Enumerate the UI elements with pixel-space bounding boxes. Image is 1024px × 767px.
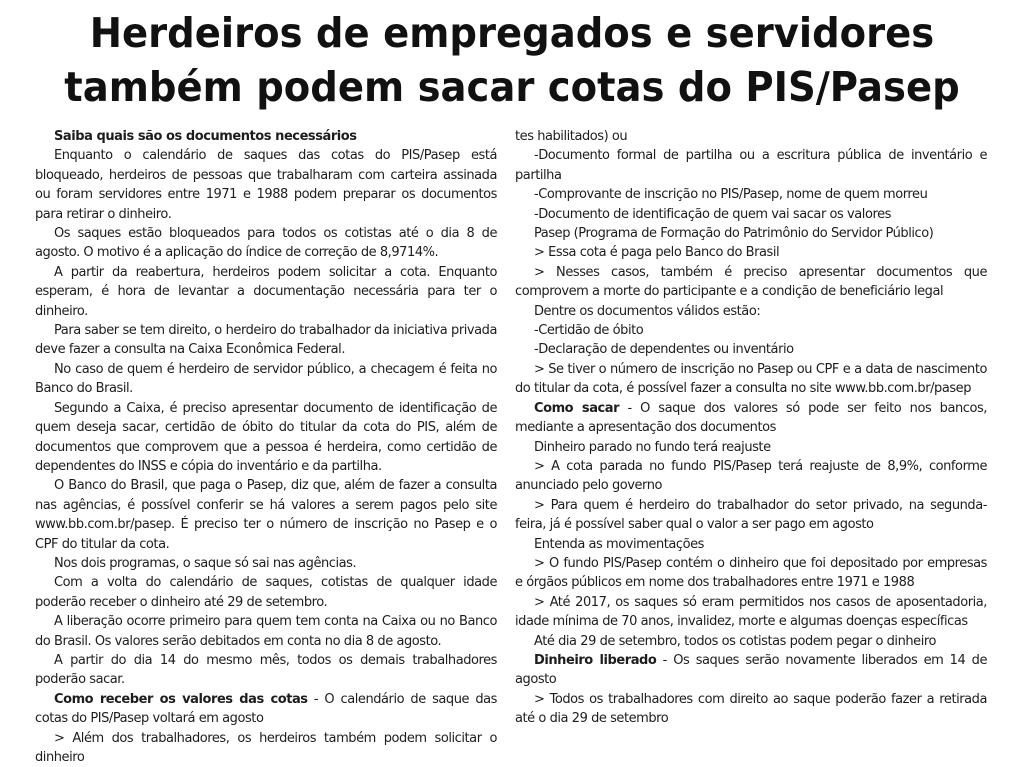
headline bbox=[31, 6, 994, 114]
article-paragraph bbox=[35, 573, 497, 612]
article-paragraph bbox=[515, 321, 987, 340]
paragraph-text: - O calendário de saque das cotas do PIS/Pasep voltará em agosto bbox=[35, 691, 497, 727]
article-paragraph bbox=[515, 340, 987, 359]
paragraph-text: tes habilitados) ou bbox=[515, 129, 628, 144]
paragraph-text: A liberação ocorre primeiro para quem tem conta na Caixa ou no Banco do Brasil. Os valores serão debitados em conta no dia 8 de agosto. bbox=[35, 614, 497, 649]
article-paragraph bbox=[515, 593, 987, 632]
article-paragraph bbox=[515, 690, 987, 729]
article-paragraph bbox=[35, 127, 497, 146]
article-paragraph bbox=[35, 360, 497, 399]
article-paragraph bbox=[35, 554, 497, 573]
article-paragraph bbox=[35, 476, 497, 554]
paragraph-text: Entenda as movimentações bbox=[534, 536, 704, 552]
paragraph-text: > Nesses casos, também é preciso apresentar documentos que comprovem a morte do participante e a condição de beneficiário legal bbox=[515, 264, 987, 300]
article-left-column bbox=[35, 127, 497, 767]
paragraph-lead-heading: Dinheiro liberado bbox=[534, 652, 657, 668]
paragraph-text: > Para quem é herdeiro do trabalhador do setor privado, na segunda-feira, já é possível saber qual o valor a ser pago em agosto bbox=[515, 497, 987, 533]
article-paragraph bbox=[515, 554, 987, 593]
paragraph-text: > Além dos trabalhadores, os herdeiros também podem solicitar o dinheiro bbox=[35, 730, 497, 765]
headline-line-1: Herdeiros de empregados e servidores bbox=[89, 9, 935, 57]
article-paragraph bbox=[515, 360, 987, 399]
article-paragraph bbox=[35, 612, 497, 651]
article-paragraph bbox=[515, 185, 987, 204]
paragraph-text: Segundo a Caixa, é preciso apresentar documento de identificação de quem deseja sacar, certidão de óbito do titular da cota do PIS, além de documentos que comprovem que a pessoa é herdeira, como certidão de dependentes do INSS e cópia do inventário e da partilha. bbox=[35, 400, 497, 474]
article-paragraph bbox=[35, 690, 497, 729]
article-right-column bbox=[515, 127, 987, 729]
paragraph-text: -Declaração de dependentes ou inventário bbox=[534, 342, 794, 358]
article-paragraph bbox=[515, 302, 987, 321]
headline-line-2: também podem sacar cotas do PIS/Pasep bbox=[64, 63, 960, 111]
paragraph-text: - Os saques serão novamente liberados em 14 de agosto bbox=[515, 652, 988, 688]
article-paragraph bbox=[515, 146, 987, 185]
article-paragraph bbox=[515, 224, 987, 243]
paragraph-lead-heading: Saiba quais são os documentos necessários bbox=[54, 129, 357, 144]
paragraph-text: > Essa cota é paga pelo Banco do Brasil bbox=[534, 245, 780, 261]
paragraph-text: Os saques estão bloqueados para todos os cotistas até o dia 8 de agosto. O motivo é a aplicação do índice de correção de 8,9714%. bbox=[35, 226, 497, 261]
article-paragraph bbox=[515, 651, 987, 690]
article-paragraph bbox=[515, 535, 987, 554]
article-paragraph bbox=[35, 651, 497, 690]
paragraph-text: - O saque dos valores só pode ser feito nos bancos, mediante a apresentação dos documentos bbox=[515, 400, 987, 436]
paragraph-text: No caso de quem é herdeiro de servidor público, a checagem é feita no Banco do Brasil. bbox=[35, 361, 497, 397]
paragraph-text: Pasep (Programa de Formação do Patrimônio do Servidor Público) bbox=[534, 226, 934, 242]
paragraph-text: > O fundo PIS/Pasep contém o dinheiro que foi depositado por empresas e órgãos públicos em nome dos trabalhadores entre 1971 e 1988 bbox=[515, 555, 987, 591]
paragraph-text: Dentre os documentos válidos estão: bbox=[534, 303, 761, 319]
paragraph-lead-heading: Como sacar bbox=[534, 400, 620, 416]
paragraph-text: -Comprovante de inscrição no PIS/Pasep, nome de quem morreu bbox=[534, 187, 928, 203]
paragraph-text: > A cota parada no fundo PIS/Pasep terá reajuste de 8,9%, conforme anunciado pelo governo bbox=[515, 458, 987, 494]
paragraph-text: O Banco do Brasil, que paga o Pasep, diz que, além de fazer a consulta nas agências, é possível conferir se há valores a serem pagos pelo site www.bb.com.br/pasep. É preciso ter o número de inscrição no Pasep e o CPF do titular da cota. bbox=[35, 478, 497, 552]
article-paragraph bbox=[515, 263, 987, 302]
article-paragraph bbox=[515, 399, 987, 438]
paragraph-text: Até dia 29 de setembro, todos os cotistas podem pegar o dinheiro bbox=[534, 633, 936, 649]
article-paragraph bbox=[515, 127, 987, 146]
article-paragraph bbox=[515, 243, 987, 262]
paragraph-text: > Todos os trabalhadores com direito ao saque poderão fazer a retirada até o dia 29 de setembro bbox=[515, 691, 987, 727]
paragraph-text: > Se tiver o número de inscrição no Pasep ou CPF e a data de nascimento do titular da cota, é possível fazer a consulta no site www.bb.com.br/pasep bbox=[515, 361, 987, 397]
paragraph-text: -Documento formal de partilha ou a escritura pública de inventário e partilha bbox=[515, 148, 987, 183]
article-paragraph bbox=[515, 205, 987, 224]
paragraph-text: Enquanto o calendário de saques das cotas do PIS/Pasep está bloqueado, herdeiros de pessoas que trabalharam com carteira assinada ou foram servidores entre 1971 e 1988 podem preparar os documentos para retirar o dinheiro. bbox=[35, 148, 497, 222]
article-paragraph bbox=[35, 146, 497, 224]
paragraph-text: -Certidão de óbito bbox=[534, 323, 644, 339]
paragraph-lead-heading: Como receber os valores das cotas bbox=[54, 691, 308, 707]
article-paragraph bbox=[35, 729, 497, 767]
paragraph-text: Dinheiro parado no fundo terá reajuste bbox=[534, 439, 771, 455]
paragraph-text: Para saber se tem direito, o herdeiro do trabalhador da iniciativa privada deve fazer a consulta na Caixa Econômica Federal. bbox=[35, 323, 497, 358]
article-paragraph bbox=[515, 632, 987, 651]
article-paragraph bbox=[515, 438, 987, 457]
article-paragraph bbox=[35, 399, 497, 477]
article-paragraph bbox=[35, 263, 497, 321]
paragraph-text: Nos dois programas, o saque só sai nas agências. bbox=[54, 555, 357, 571]
article-paragraph bbox=[35, 224, 497, 263]
article-paragraph bbox=[515, 457, 987, 496]
article-paragraph bbox=[35, 321, 497, 360]
paragraph-text: A partir do dia 14 do mesmo mês, todos os demais trabalhadores poderão sacar. bbox=[35, 652, 497, 688]
paragraph-text: A partir da reabertura, herdeiros podem solicitar a cota. Enquanto esperam, é hora de levantar a documentação necessária para ter o dinheiro. bbox=[35, 264, 497, 319]
paragraph-text: -Documento de identificação de quem vai sacar os valores bbox=[534, 206, 891, 222]
article-paragraph bbox=[515, 496, 987, 535]
paragraph-text: > Até 2017, os saques só eram permitidos nos casos de aposentadoria, idade mínima de 70 anos, invalidez, morte e algumas doenças específicas bbox=[515, 594, 987, 630]
paragraph-text: Com a volta do calendário de saques, cotistas de qualquer idade poderão receber o dinheiro até 29 de setembro. bbox=[35, 575, 497, 610]
